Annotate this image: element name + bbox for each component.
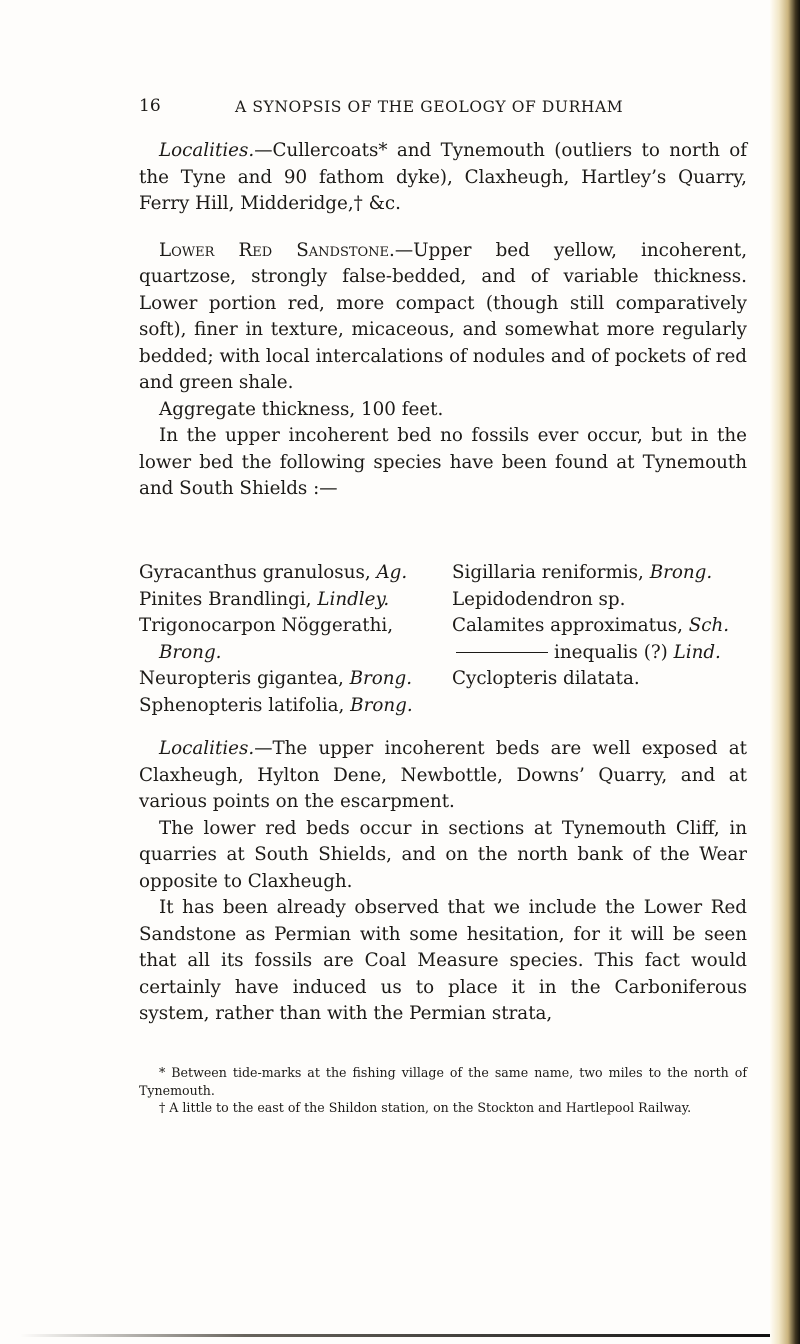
- species-item: Trigonocarpon Nöggerathi,: [139, 615, 394, 636]
- fossils-intro-paragraph: In the upper incoherent bed no fossils ever occur, but in the lower bed the following species have been found at Tynemouth and South Shields :—: [139, 425, 747, 499]
- species-item: Pinites Brandlingi, Lindley.: [139, 588, 390, 610]
- text-block-lower: [139, 736, 747, 1028]
- footnote: * Between tide-marks at the fishing village of the same name, two miles to the north of Tynemouth.: [139, 1065, 747, 1098]
- species-item-continuation: Brong.: [159, 641, 222, 663]
- paragraph-text: —Cullercoats* and Tynemouth (outliers to north of the Tyne and 90 fathom dyke), Claxheugh, Hartley’s Quarry, Ferry Hill, Midderidge,† &c.: [139, 140, 747, 214]
- ditto-dash: [456, 652, 548, 653]
- paragraph-text: —The upper incoherent beds are well exposed at Claxheugh, Hylton Dene, Newbottle, Downs’ Quarry, and at various points on the escarpment.: [139, 738, 747, 812]
- page-gutter-shadow: [770, 0, 800, 1344]
- species-item: inequalis (?) Lind.: [452, 640, 749, 667]
- species-item: Neuropteris gigantea, Brong.: [139, 668, 413, 689]
- paragraph-label: Localities.: [159, 140, 255, 161]
- species-item: Cyclopteris dilatata.: [452, 668, 640, 689]
- section-heading: Lower Red Sandstone.: [159, 239, 395, 261]
- running-title: A SYNOPSIS OF THE GEOLOGY OF DURHAM: [235, 98, 624, 116]
- text-block-upper: [139, 138, 747, 503]
- localities-paragraph-1: [139, 138, 747, 218]
- species-item: Lepidodendron sp.: [452, 588, 626, 610]
- species-item: Gyracanthus granulosus, Ag.: [139, 562, 408, 583]
- paragraph-text: —Upper bed yellow, incoherent, quartzose, strongly false-bedded, and of variable thickness. Lower portion red, more compact (though still comparatively soft), finer in texture, micaceous, and somewhat more regularly bedded; with local intercalations of nodules and of pockets of red and green shale.: [139, 239, 747, 393]
- species-column-right: [452, 560, 749, 693]
- species-column-left: [139, 560, 449, 719]
- footnote: † A little to the east of the Shildon station, on the Stockton and Hartlepool Railway.: [159, 1100, 692, 1115]
- footnotes: [139, 1064, 747, 1117]
- species-item: Sigillaria reniformis, Brong.: [452, 562, 713, 583]
- permian-hesitation-paragraph: It has been already observed that we include the Lower Red Sandstone as Permian with some hesitation, for it will be seen that all its fossils are Coal Measure species. This fact would certainly have induced us to place it in the Carboniferous system, rather than with the Permian strata,: [139, 897, 747, 1024]
- lower-red-sandstone-paragraph: [139, 238, 747, 397]
- localities-paragraph-2: [139, 736, 747, 816]
- paragraph-label: Localities.: [159, 738, 255, 759]
- lower-red-beds-paragraph: The lower red beds occur in sections at Tynemouth Cliff, in quarries at South Shields, and on the north bank of the Wear opposite to Claxheugh.: [139, 817, 747, 892]
- page-number: 16: [139, 96, 161, 116]
- page-bottom-edge: [20, 1334, 770, 1337]
- page-header: [139, 96, 747, 124]
- aggregate-thickness-paragraph: Aggregate thickness, 100 feet.: [159, 398, 444, 420]
- species-item: Sphenopteris latifolia, Brong.: [139, 694, 413, 716]
- species-item: Calamites approximatus, Sch.: [452, 615, 730, 636]
